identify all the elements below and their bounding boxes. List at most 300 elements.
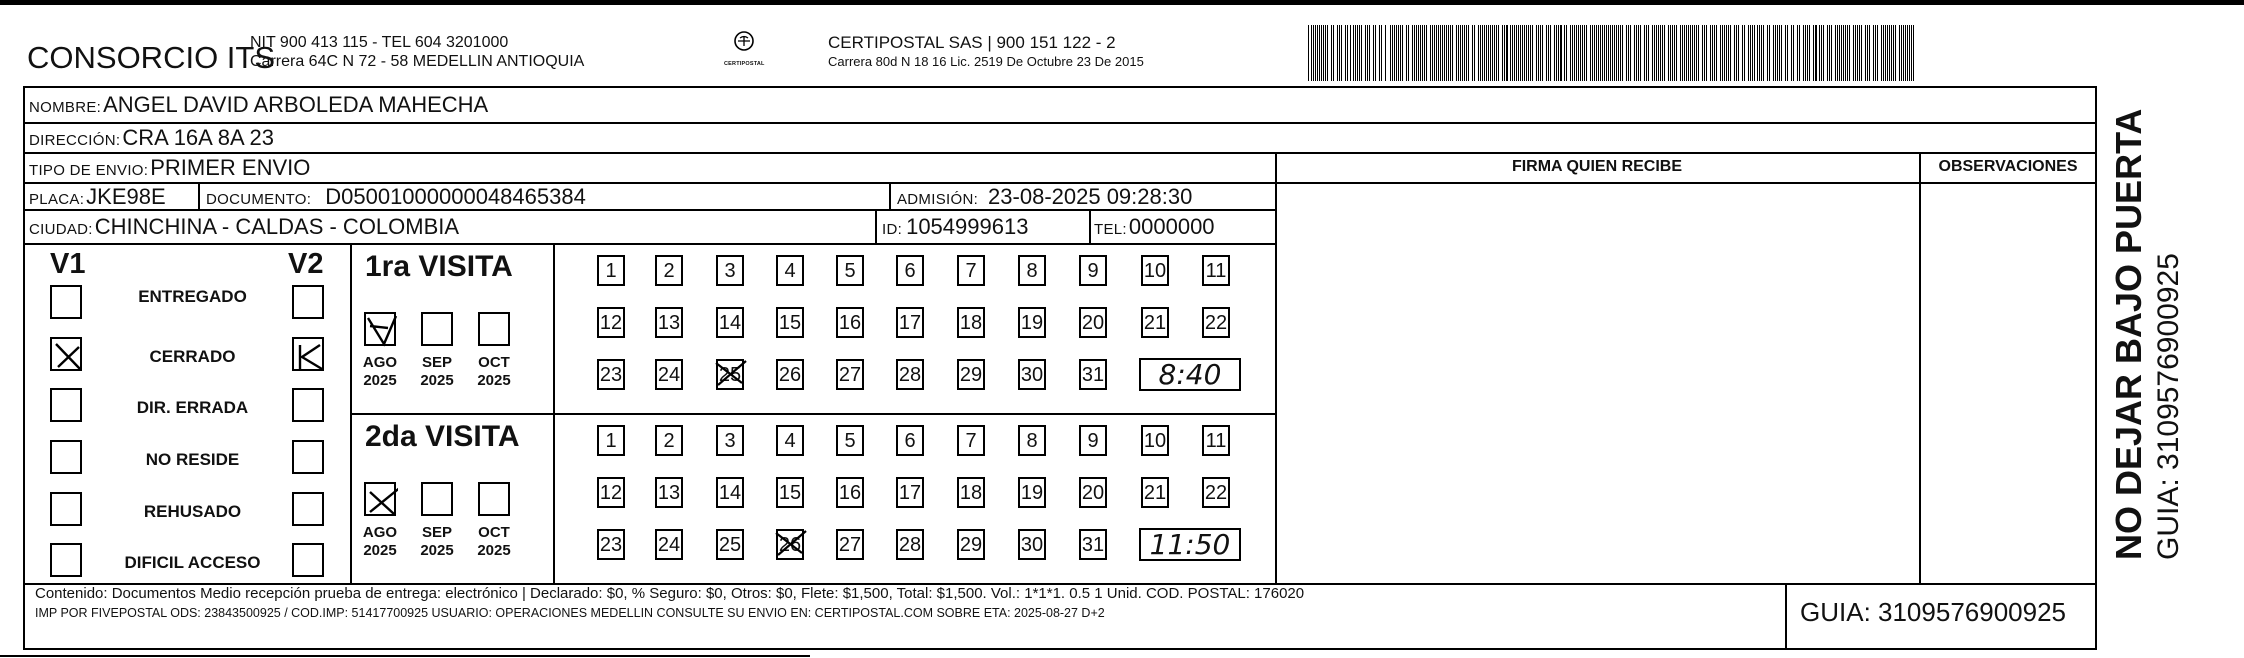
barcode-bar	[1664, 25, 1665, 81]
observaciones-header: OBSERVACIONES	[1938, 158, 2078, 175]
barcode-bar	[1414, 25, 1415, 81]
day-box[interactable]: 17	[896, 307, 924, 338]
ciudad-label: CIUDAD:	[29, 221, 93, 238]
direccion-value: CRA 16A 8A 23	[122, 125, 275, 150]
day-box[interactable]: 3	[716, 425, 744, 456]
barcode-bar	[1704, 25, 1705, 81]
barcode-bar	[1821, 25, 1822, 81]
barcode-bar	[1827, 25, 1828, 81]
day-box[interactable]: 14	[716, 477, 744, 508]
barcode-bar	[1520, 25, 1521, 81]
month-checkbox-ago[interactable]	[364, 482, 396, 516]
barcode-bar	[1578, 25, 1579, 81]
barcode-bar	[1861, 25, 1862, 81]
v1-checkbox[interactable]	[50, 492, 82, 526]
barcode-bar	[1722, 25, 1723, 81]
barcode-bar	[1394, 25, 1395, 81]
barcode-bar	[1385, 25, 1386, 81]
day-box[interactable]: 7	[957, 255, 985, 286]
barcode-bar	[1357, 25, 1358, 81]
barcode-bar	[1546, 25, 1547, 81]
day-box[interactable]: 28	[896, 359, 924, 390]
v1-checkbox[interactable]	[50, 285, 82, 319]
barcode-bar	[1420, 25, 1421, 81]
barcode-bar	[1803, 25, 1804, 81]
barcode-bar	[1566, 25, 1567, 81]
barcode-bar	[1628, 25, 1629, 81]
barcode-bar	[1392, 25, 1393, 81]
company-address: Carrera 64C N 72 - 58 MEDELLIN ANTIOQUIA	[250, 53, 585, 70]
barcode-bar	[1536, 25, 1537, 81]
day-box[interactable]: 4	[776, 255, 804, 286]
month-year: 2025	[363, 372, 397, 389]
barcode-bar	[1750, 25, 1751, 81]
barcode-bar	[1498, 25, 1499, 81]
month-name: AGO	[362, 354, 398, 371]
barcode-bar	[1460, 25, 1461, 81]
barcode-bar	[1345, 25, 1346, 81]
company-nit: NIT 900 413 115 - TEL 604 3201000	[250, 34, 509, 51]
month-label	[466, 524, 522, 560]
barcode-bar	[1506, 25, 1508, 81]
barcode-bar	[1570, 25, 1571, 81]
day-box[interactable]: 5	[836, 425, 864, 456]
v1-checkbox[interactable]	[50, 440, 82, 474]
top-border	[0, 0, 2244, 5]
month-checkbox-ago[interactable]	[364, 312, 396, 346]
barcode	[1308, 25, 1918, 81]
barcode-bar	[1791, 25, 1792, 81]
barcode-bar	[1574, 25, 1575, 81]
check-mark-icon	[294, 339, 326, 373]
barcode-bar	[1734, 25, 1735, 81]
barcode-bar	[1829, 25, 1830, 81]
barcode-bar	[1564, 25, 1565, 81]
company-name: CONSORCIO ITS	[27, 40, 276, 75]
day-box[interactable]: 2	[655, 255, 683, 286]
day-box[interactable]: 27	[836, 359, 864, 390]
barcode-bar	[1738, 25, 1739, 81]
day-box[interactable]: 19	[1018, 307, 1046, 338]
barcode-bar	[1379, 25, 1380, 81]
month-name: OCT	[478, 354, 510, 371]
barcode-bar	[1899, 25, 1900, 81]
barcode-bar	[1728, 25, 1729, 81]
barcode-bar	[1516, 25, 1517, 81]
barcode-bar	[1494, 25, 1495, 81]
day-box[interactable]: 21	[1141, 307, 1169, 338]
placa-row	[29, 184, 166, 210]
day-box[interactable]: 31	[1079, 359, 1107, 390]
barcode-bar	[1610, 25, 1611, 81]
documento-row	[206, 184, 586, 210]
barcode-bar	[1744, 25, 1745, 81]
barcode-bar	[1418, 25, 1419, 81]
barcode-bar	[1502, 25, 1503, 81]
barcode-bar	[1797, 25, 1798, 81]
day-box[interactable]: 12	[597, 307, 625, 338]
barcode-bar	[1580, 25, 1581, 81]
barcode-bar	[1598, 25, 1599, 81]
barcode-bar	[1540, 25, 1541, 81]
v2-checkbox[interactable]	[292, 388, 324, 422]
barcode-bar	[1767, 25, 1768, 81]
barcode-bar	[1532, 25, 1533, 81]
day-box[interactable]: 8	[1018, 255, 1046, 286]
day-box[interactable]: 19	[1018, 477, 1046, 508]
barcode-bar	[1777, 25, 1778, 81]
barcode-bar	[1875, 25, 1876, 81]
second-visit-time[interactable]: 11:50	[1139, 528, 1241, 561]
day-box[interactable]: 11	[1202, 255, 1230, 286]
footer-print-info: IMP POR FIVEPOSTAL ODS: 23843500925 / COD.IMP: 51417700925 USUARIO: OPERACIONES MEDELLIN CONSULTE SU ENVIO EN: CERTIPOSTAL.COM SOBRE ETA: 2025-08-27 D+2	[35, 606, 1105, 620]
nombre-label: NOMBRE:	[29, 99, 102, 116]
bottom-cut-line	[0, 655, 810, 657]
day-box[interactable]: 2	[655, 425, 683, 456]
month-label	[352, 524, 408, 560]
company-info	[250, 33, 584, 71]
barcode-bar	[1754, 25, 1755, 81]
barcode-bar	[1361, 25, 1362, 81]
month-checkbox-sep[interactable]	[421, 482, 453, 516]
barcode-bar	[1369, 25, 1370, 81]
barcode-bar	[1484, 25, 1485, 81]
barcode-bar	[1315, 25, 1316, 81]
barcode-bar	[1604, 25, 1605, 81]
day-box[interactable]: 20	[1079, 477, 1107, 508]
barcode-bar	[1331, 25, 1332, 81]
barcode-bar	[1466, 25, 1467, 81]
v2-checkbox[interactable]	[292, 492, 324, 526]
second-visit-title: 2da VISITA	[365, 420, 520, 453]
barcode-bar	[1442, 25, 1443, 81]
v2-checkbox[interactable]	[292, 285, 324, 319]
barcode-bar	[1853, 25, 1854, 81]
month-year: 2025	[477, 372, 511, 389]
barcode-bar	[1412, 25, 1413, 81]
barcode-bar	[1390, 25, 1391, 81]
nombre-row	[29, 92, 488, 118]
day-box[interactable]: 17	[896, 477, 924, 508]
day-box[interactable]: 6	[896, 425, 924, 456]
barcode-bar	[1646, 25, 1647, 81]
day-box[interactable]: 5	[836, 255, 864, 286]
day-box[interactable]: 27	[836, 529, 864, 560]
month-name: SEP	[421, 524, 452, 541]
month-name: SEP	[421, 354, 452, 371]
barcode-bar	[1522, 25, 1523, 81]
barcode-bar	[1602, 25, 1603, 81]
day-box[interactable]: 30	[1018, 529, 1046, 560]
month-year: 2025	[420, 372, 454, 389]
status-label: DIFICIL ACCESO	[124, 553, 261, 572]
day-box[interactable]: 26	[776, 359, 804, 390]
day-box[interactable]: 9	[1079, 255, 1107, 286]
day-box[interactable]: 16	[836, 307, 864, 338]
day-box[interactable]: 1	[597, 425, 625, 456]
barcode-bar	[1706, 25, 1707, 81]
month-label	[466, 354, 522, 390]
day-box[interactable]: 18	[957, 477, 985, 508]
day-box[interactable]: 7	[957, 425, 985, 456]
day-box[interactable]: 25	[716, 359, 744, 390]
barcode-bar	[1339, 25, 1340, 81]
day-box[interactable]: 10	[1141, 255, 1169, 286]
barcode-bar	[1482, 25, 1483, 81]
barcode-bar	[1837, 25, 1838, 81]
barcode-bar	[1462, 25, 1463, 81]
barcode-bar	[1779, 25, 1780, 81]
barcode-bar	[1550, 25, 1551, 81]
tel-label: TEL:	[1094, 221, 1127, 238]
barcode-bar	[1341, 25, 1342, 81]
barcode-bar	[1873, 25, 1874, 81]
barcode-bar	[1656, 25, 1657, 81]
day-box[interactable]: 28	[896, 529, 924, 560]
barcode-bar	[1799, 25, 1800, 81]
footer-content: Contenido: Documentos Medio recepción prueba de entrega: electrónico | Declarado: $0, % Seguro: $0, Otros: $0, Flete: $1,500, Total: $1,500. Vol.: 1*1*1. 0.5 1 Unid. COD. POSTAL: 176020	[35, 585, 1305, 602]
day-box[interactable]: 21	[1141, 477, 1169, 508]
admision-label: ADMISIÓN:	[897, 191, 979, 208]
barcode-bar	[1526, 25, 1527, 81]
barcode-bar	[1375, 25, 1376, 81]
month-label	[352, 354, 408, 390]
barcode-bar	[1682, 25, 1683, 81]
barcode-bar	[1674, 25, 1675, 81]
barcode-bar	[1652, 25, 1653, 81]
tipo-envio-row	[29, 155, 310, 181]
barcode-bar	[1596, 25, 1597, 81]
day-box[interactable]: 29	[957, 359, 985, 390]
day-box[interactable]: 24	[655, 359, 683, 390]
barcode-bar	[1402, 25, 1403, 81]
barcode-bar	[1606, 25, 1607, 81]
day-box[interactable]: 20	[1079, 307, 1107, 338]
barcode-bar	[1488, 25, 1489, 81]
barcode-bar	[1472, 25, 1473, 81]
month-year: 2025	[420, 542, 454, 559]
day-box[interactable]: 26	[776, 529, 804, 560]
status-label: REHUSADO	[143, 502, 242, 521]
v1-header: V1	[50, 248, 86, 280]
barcode-bar	[1337, 25, 1338, 81]
day-box[interactable]: 9	[1079, 425, 1107, 456]
barcode-bar	[1724, 25, 1725, 81]
barcode-bar	[1757, 25, 1758, 81]
barcode-bar	[1311, 25, 1312, 81]
day-box[interactable]: 22	[1202, 477, 1230, 508]
documento-label: DOCUMENTO:	[206, 191, 312, 208]
v2-checkbox[interactable]	[292, 440, 324, 474]
firma-header: FIRMA QUIEN RECIBE	[1511, 158, 1683, 175]
barcode-bar	[1630, 25, 1631, 81]
barcode-bar	[1456, 25, 1457, 81]
barcode-bar	[1857, 25, 1858, 81]
barcode-bar	[1438, 25, 1439, 81]
barcode-bar	[1859, 25, 1860, 81]
status-label: ENTREGADO	[138, 287, 247, 306]
first-visit-title: 1ra VISITA	[365, 250, 513, 283]
barcode-bar	[1458, 25, 1459, 81]
barcode-bar	[1905, 25, 1906, 81]
barcode-bar	[1416, 25, 1417, 81]
barcode-bar	[1333, 25, 1334, 81]
footer-guia: GUIA: 3109576900925	[1800, 597, 2066, 627]
day-box[interactable]: 8	[1018, 425, 1046, 456]
status-label: DIR. ERRADA	[136, 398, 249, 417]
barcode-bar	[1582, 25, 1583, 81]
barcode-bar	[1907, 25, 1908, 81]
barcode-bar	[1492, 25, 1493, 81]
barcode-bar	[1712, 25, 1713, 81]
barcode-bar	[1586, 25, 1587, 81]
status-label: CERRADO	[149, 347, 236, 366]
day-box[interactable]: 6	[896, 255, 924, 286]
barcode-bar	[1736, 25, 1737, 81]
barcode-bar	[1313, 25, 1314, 81]
barcode-bar	[1805, 25, 1806, 81]
barcode-bar	[1398, 25, 1399, 81]
day-box[interactable]: 15	[776, 307, 804, 338]
barcode-bar	[1434, 25, 1435, 81]
barcode-bar	[1432, 25, 1433, 81]
day-box[interactable]: 12	[597, 477, 625, 508]
barcode-bar	[1831, 25, 1832, 81]
barcode-bar	[1847, 25, 1848, 81]
check-mark-icon	[366, 484, 398, 518]
barcode-bar	[1759, 25, 1760, 81]
barcode-bar	[1676, 25, 1677, 81]
barcode-bar	[1869, 25, 1870, 81]
day-box[interactable]: 10	[1141, 425, 1169, 456]
day-box[interactable]: 31	[1079, 529, 1107, 560]
month-checkbox-sep[interactable]	[421, 312, 453, 346]
day-box[interactable]: 25	[716, 529, 744, 560]
barcode-bar	[1317, 25, 1318, 81]
v1-checkbox[interactable]	[50, 543, 82, 577]
day-box[interactable]: 13	[655, 477, 683, 508]
admision-row	[897, 184, 1192, 210]
barcode-bar	[1823, 25, 1824, 81]
barcode-bar	[1889, 25, 1890, 81]
day-box[interactable]: 29	[957, 529, 985, 560]
courier-info	[828, 33, 1144, 70]
barcode-bar	[1855, 25, 1856, 81]
barcode-bar	[1496, 25, 1497, 81]
barcode-bar	[1785, 25, 1786, 81]
barcode-bar	[1835, 25, 1836, 81]
barcode-bar	[1406, 25, 1407, 81]
barcode-bar	[1773, 25, 1774, 81]
month-checkbox-oct[interactable]	[478, 312, 510, 346]
direccion-label: DIRECCIÓN:	[29, 132, 121, 149]
barcode-bar	[1761, 25, 1762, 81]
barcode-bar	[1440, 25, 1441, 81]
day-box[interactable]: 1	[597, 255, 625, 286]
barcode-bar	[1672, 25, 1673, 81]
barcode-bar	[1355, 25, 1356, 81]
v1-checkbox[interactable]	[50, 337, 82, 371]
barcode-bar	[1524, 25, 1525, 81]
direccion-row	[29, 125, 274, 151]
day-mark-icon	[714, 357, 748, 394]
barcode-bar	[1600, 25, 1601, 81]
day-box[interactable]: 23	[597, 359, 625, 390]
day-box[interactable]: 13	[655, 307, 683, 338]
day-box[interactable]: 22	[1202, 307, 1230, 338]
certipostal-logo-icon	[724, 30, 764, 56]
barcode-bar	[1422, 25, 1423, 81]
barcode-bar	[1909, 25, 1910, 81]
check-mark-icon	[52, 339, 84, 373]
day-box[interactable]: 30	[1018, 359, 1046, 390]
ciudad-row	[29, 214, 459, 240]
barcode-bar	[1367, 25, 1368, 81]
day-box[interactable]: 18	[957, 307, 985, 338]
ciudad-value: CHINCHINA - CALDAS - COLOMBIA	[94, 214, 460, 239]
first-visit-time[interactable]: 8:40	[1139, 358, 1241, 391]
barcode-bar	[1807, 25, 1808, 81]
barcode-bar	[1548, 25, 1549, 81]
barcode-bar	[1614, 25, 1615, 81]
barcode-bar	[1648, 25, 1649, 81]
barcode-bar	[1714, 25, 1715, 81]
day-box[interactable]: 11	[1202, 425, 1230, 456]
barcode-bar	[1452, 25, 1453, 81]
day-box[interactable]: 23	[597, 529, 625, 560]
v2-checkbox[interactable]	[292, 337, 324, 371]
month-year: 2025	[363, 542, 397, 559]
day-box[interactable]: 24	[655, 529, 683, 560]
barcode-bar	[1658, 25, 1659, 81]
v1-checkbox[interactable]	[50, 388, 82, 422]
barcode-bar	[1752, 25, 1753, 81]
day-box[interactable]: 15	[776, 477, 804, 508]
barcode-bar	[1716, 25, 1717, 81]
v2-checkbox[interactable]	[292, 543, 324, 577]
barcode-bar	[1347, 25, 1348, 81]
barcode-bar	[1839, 25, 1840, 81]
day-box[interactable]: 16	[836, 477, 864, 508]
barcode-bar	[1809, 25, 1810, 81]
barcode-bar	[1668, 25, 1669, 81]
day-box[interactable]: 4	[776, 425, 804, 456]
barcode-bar	[1556, 25, 1557, 81]
barcode-bar	[1424, 25, 1425, 81]
barcode-bar	[1815, 25, 1817, 81]
barcode-bar	[1608, 25, 1609, 81]
barcode-bar	[1504, 25, 1505, 81]
barcode-bar	[1644, 25, 1645, 81]
barcode-bar	[1845, 25, 1846, 81]
barcode-bar	[1359, 25, 1360, 81]
certipostal-logo	[724, 30, 764, 67]
day-box[interactable]: 14	[716, 307, 744, 338]
barcode-bar	[1813, 25, 1814, 81]
barcode-bar	[1748, 25, 1749, 81]
barcode-bar	[1353, 25, 1354, 81]
barcode-bar	[1684, 25, 1685, 81]
month-checkbox-oct[interactable]	[478, 482, 510, 516]
barcode-bar	[1841, 25, 1842, 81]
barcode-bar	[1538, 25, 1539, 81]
barcode-bar	[1590, 25, 1591, 81]
month-year: 2025	[477, 542, 511, 559]
barcode-bar	[1686, 25, 1687, 81]
day-box[interactable]: 3	[716, 255, 744, 286]
barcode-bar	[1512, 25, 1513, 81]
barcode-bar	[1726, 25, 1727, 81]
